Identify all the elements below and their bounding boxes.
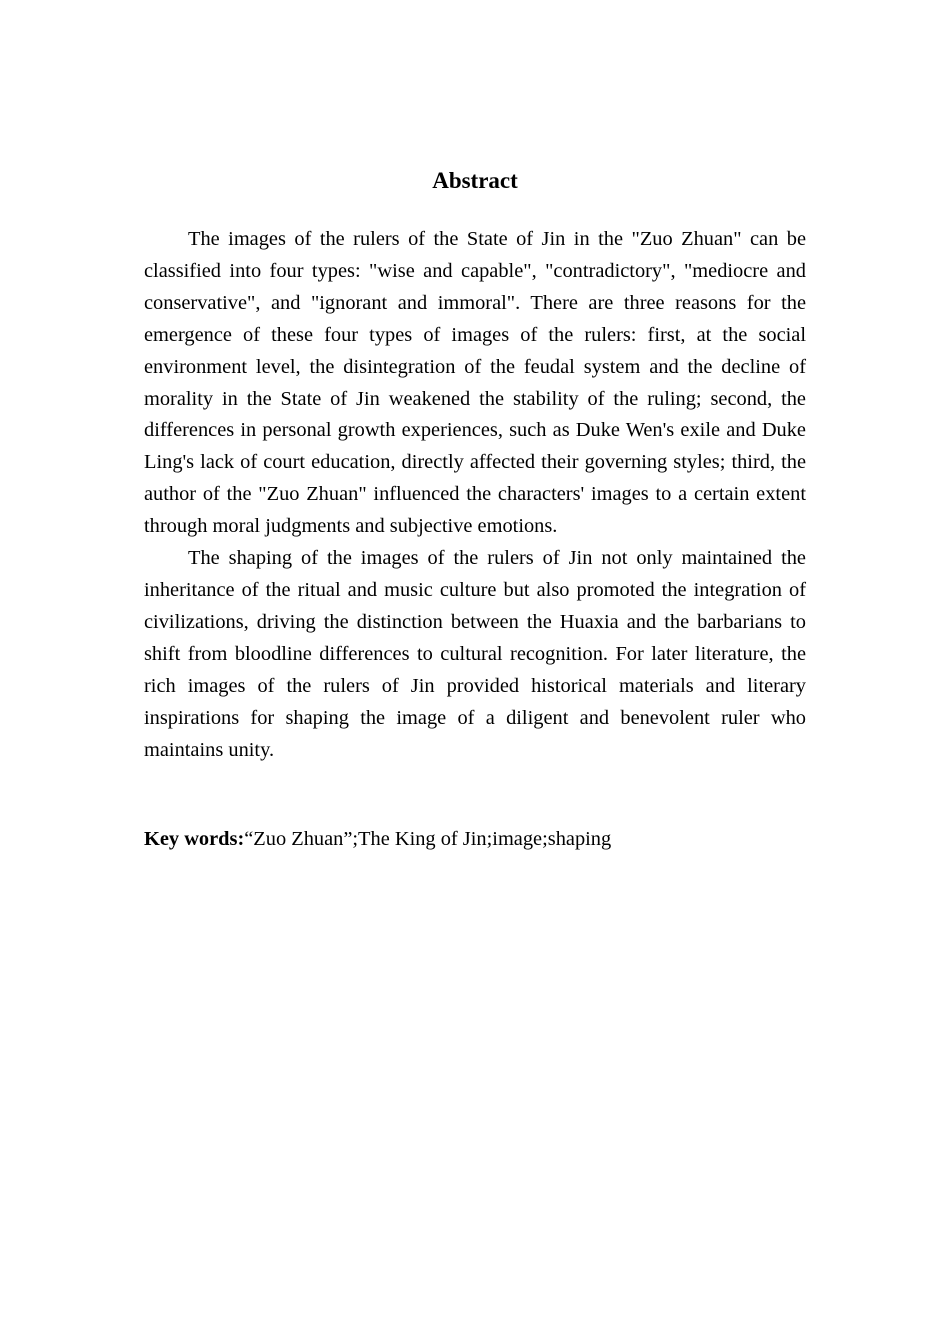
keywords-value: “Zuo Zhuan”;The King of Jin;image;shaping bbox=[244, 828, 612, 850]
abstract-paragraph-2: The shaping of the images of the rulers of Jin not only maintained the inheritance of the ritual and music culture but also promoted the integration of civilizations, driving the distinction between the Huaxia and the barbarians to shift from bloodline differences to cultural recognition. For later literature, the rich images of the rulers of Jin provided historical materials and literary inspirations for shaping the image of a diligent and benevolent ruler who maintains unity. bbox=[144, 547, 806, 761]
keywords-line bbox=[144, 824, 806, 856]
abstract-title: Abstract bbox=[432, 168, 518, 193]
abstract-body bbox=[144, 224, 806, 766]
keywords-label: Key words: bbox=[144, 828, 245, 850]
abstract-paragraph-1: The images of the rulers of the State of Jin in the "Zuo Zhuan" can be classified into four types: "wise and capable", "contradictory", "mediocre and conservative", and "ignorant and immoral". There are three reasons for the emergence of these four types of images of the rulers: first, at the social environment level, the disintegration of the feudal system and the decline of morality in the State of Jin weakened the stability of the ruling; second, the differences in personal growth experiences, such as Duke Wen's exile and Duke Ling's lack of court education, directly affected their governing styles; third, the author of the "Zuo Zhuan" influenced the characters' images to a certain extent through moral judgments and subjective emotions. bbox=[144, 228, 806, 538]
